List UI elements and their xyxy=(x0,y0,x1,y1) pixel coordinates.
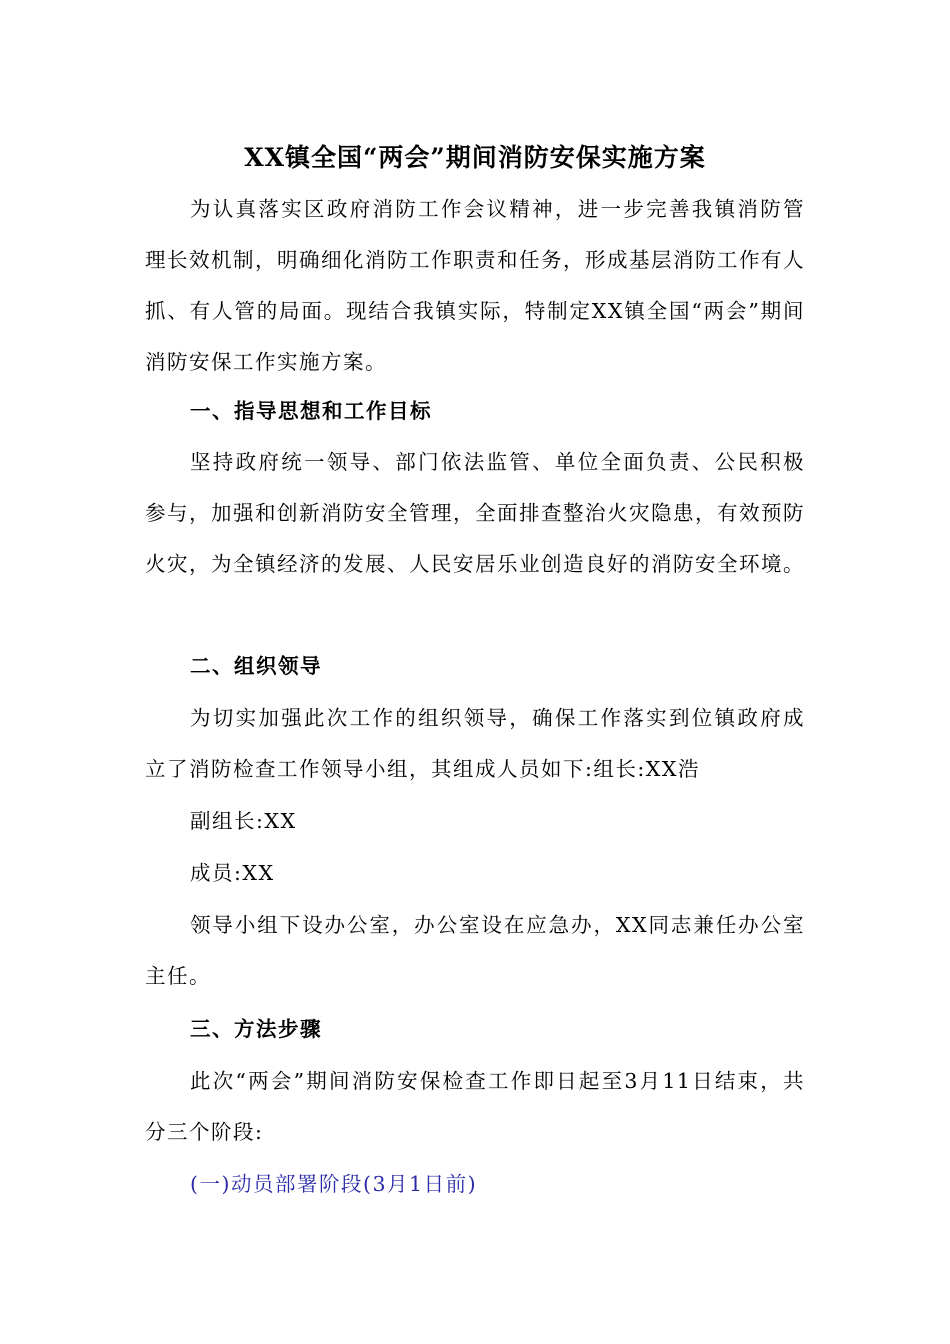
section-heading-methods: 三、方法步骤 xyxy=(190,1017,322,1041)
document-title: XX镇全国“两会”期间消防安保实施方案 xyxy=(244,143,706,172)
intro-paragraph: 为认真落实区政府消防工作会议精神，进一步完善我镇消防管理长效机制，明确细化消防工作职责和任务，形成基层消防工作有人抓、有人管的局面。现结合我镇实际，特制定XX镇全国“两会”期间消防安保工作实施方案。 xyxy=(145,197,805,374)
deputy-leader-line: 副组长:XX xyxy=(190,809,297,833)
section-body-guiding-ideology: 坚持政府统一领导、部门依法监管、单位全面负责、公民积极参与，加强和创新消防安全管理，全面排查整治火灾隐患，有效预防火灾，为全镇经济的发展、人民安居乐业创造良好的消防安全环境。 xyxy=(145,450,805,576)
phase-one-link[interactable]: (一)动员部署阶段(3月1日前) xyxy=(190,1172,478,1196)
section-body-methods: 此次“两会”期间消防安保检查工作即日起至3月11日结束，共分三个阶段: xyxy=(145,1069,805,1144)
members-line: 成员:XX xyxy=(190,861,275,885)
section-heading-organization: 二、组织领导 xyxy=(190,654,322,678)
section-heading-guiding-ideology: 一、指导思想和工作目标 xyxy=(190,399,432,423)
office-paragraph: 领导小组下设办公室，办公室设在应急办，XX同志兼任办公室主任。 xyxy=(145,913,805,988)
section-body-organization: 为切实加强此次工作的组织领导，确保工作落实到位镇政府成立了消防检查工作领导小组，其组成人员如下:组长:XX浩 xyxy=(145,706,805,781)
